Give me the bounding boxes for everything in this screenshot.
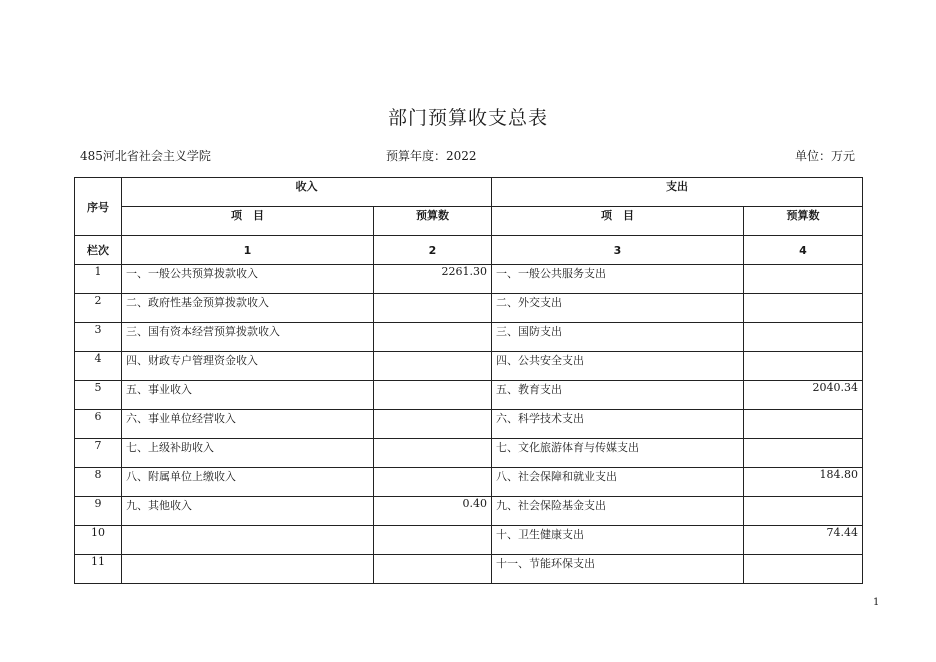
row-income-item: 二、政府性基金预算拨款收入 (122, 294, 374, 323)
row-expense-item: 六、科学技术支出 (492, 410, 744, 439)
row-income-item (122, 555, 374, 584)
row-expense-amount (744, 439, 863, 468)
row-income-item: 七、上级补助收入 (122, 439, 374, 468)
header-expense: 支出 (492, 178, 863, 207)
column-label: 栏次 (75, 236, 122, 265)
currency-unit: 单位：万元 (794, 149, 855, 163)
table-row (75, 468, 863, 497)
table-row (75, 497, 863, 526)
table-row (75, 294, 863, 323)
row-expense-amount: 74.44 (744, 526, 863, 555)
header-income: 收入 (122, 178, 492, 207)
table-row (75, 265, 863, 294)
table-row (75, 381, 863, 410)
table-row (75, 555, 863, 584)
row-expense-amount (744, 352, 863, 381)
row-income-amount (374, 381, 492, 410)
table-header (75, 178, 863, 265)
budget-year: 预算年度：2022 (386, 149, 477, 163)
row-income-amount (374, 323, 492, 352)
row-income-item: 五、事业收入 (122, 381, 374, 410)
row-expense-item: 二、外交支出 (492, 294, 744, 323)
row-expense-item: 三、国防支出 (492, 323, 744, 352)
row-income-item: 四、财政专户管理资金收入 (122, 352, 374, 381)
row-seq: 4 (75, 352, 122, 381)
column-number-3: 3 (492, 236, 744, 265)
row-expense-item: 四、公共安全支出 (492, 352, 744, 381)
table-row (75, 526, 863, 555)
header-expense-amount: 预算数 (744, 207, 863, 236)
row-income-amount: 0.40 (374, 497, 492, 526)
unit-name: 485河北省社会主义学院 (80, 149, 211, 163)
row-seq: 5 (75, 381, 122, 410)
table-body (75, 265, 863, 584)
row-expense-amount (744, 497, 863, 526)
row-income-amount (374, 352, 492, 381)
row-expense-amount (744, 265, 863, 294)
table-row (75, 439, 863, 468)
page-number: 1 (873, 597, 880, 608)
budget-summary-table (74, 177, 863, 584)
row-seq: 6 (75, 410, 122, 439)
row-seq: 2 (75, 294, 122, 323)
row-seq: 3 (75, 323, 122, 352)
row-seq: 9 (75, 497, 122, 526)
row-expense-amount (744, 410, 863, 439)
row-income-item: 三、国有资本经营预算拨款收入 (122, 323, 374, 352)
row-expense-item: 十、卫生健康支出 (492, 526, 744, 555)
row-expense-item: 七、文化旅游体育与传媒支出 (492, 439, 744, 468)
column-number-2: 2 (374, 236, 492, 265)
table-row (75, 410, 863, 439)
row-seq: 10 (75, 526, 122, 555)
column-number-4: 4 (744, 236, 863, 265)
table-row (75, 352, 863, 381)
row-income-item: 六、事业单位经营收入 (122, 410, 374, 439)
row-income-item: 八、附属单位上缴收入 (122, 468, 374, 497)
row-income-amount (374, 526, 492, 555)
row-seq: 11 (75, 555, 122, 584)
row-income-item: 九、其他收入 (122, 497, 374, 526)
row-income-item (122, 526, 374, 555)
header-income-amount: 预算数 (374, 207, 492, 236)
row-expense-item: 十一、节能环保支出 (492, 555, 744, 584)
row-expense-item: 五、教育支出 (492, 381, 744, 410)
row-expense-amount (744, 555, 863, 584)
row-seq: 1 (75, 265, 122, 294)
row-income-amount (374, 468, 492, 497)
row-expense-amount (744, 323, 863, 352)
row-expense-amount (744, 294, 863, 323)
column-number-1: 1 (122, 236, 374, 265)
header-income-item: 项 目 (122, 207, 374, 236)
row-expense-item: 九、社会保险基金支出 (492, 497, 744, 526)
row-seq: 7 (75, 439, 122, 468)
row-expense-item: 一、一般公共服务支出 (492, 265, 744, 294)
row-expense-amount: 2040.34 (744, 381, 863, 410)
document-title: 部门预算收支总表 (387, 107, 548, 129)
row-seq: 8 (75, 468, 122, 497)
row-expense-item: 八、社会保障和就业支出 (492, 468, 744, 497)
row-expense-amount: 184.80 (744, 468, 863, 497)
row-income-amount (374, 555, 492, 584)
header-expense-item: 项 目 (492, 207, 744, 236)
row-income-amount: 2261.30 (374, 265, 492, 294)
row-income-amount (374, 410, 492, 439)
row-income-amount (374, 294, 492, 323)
table-row (75, 323, 863, 352)
row-income-item: 一、一般公共预算拨款收入 (122, 265, 374, 294)
header-seq: 序号 (75, 178, 122, 236)
row-income-amount (374, 439, 492, 468)
